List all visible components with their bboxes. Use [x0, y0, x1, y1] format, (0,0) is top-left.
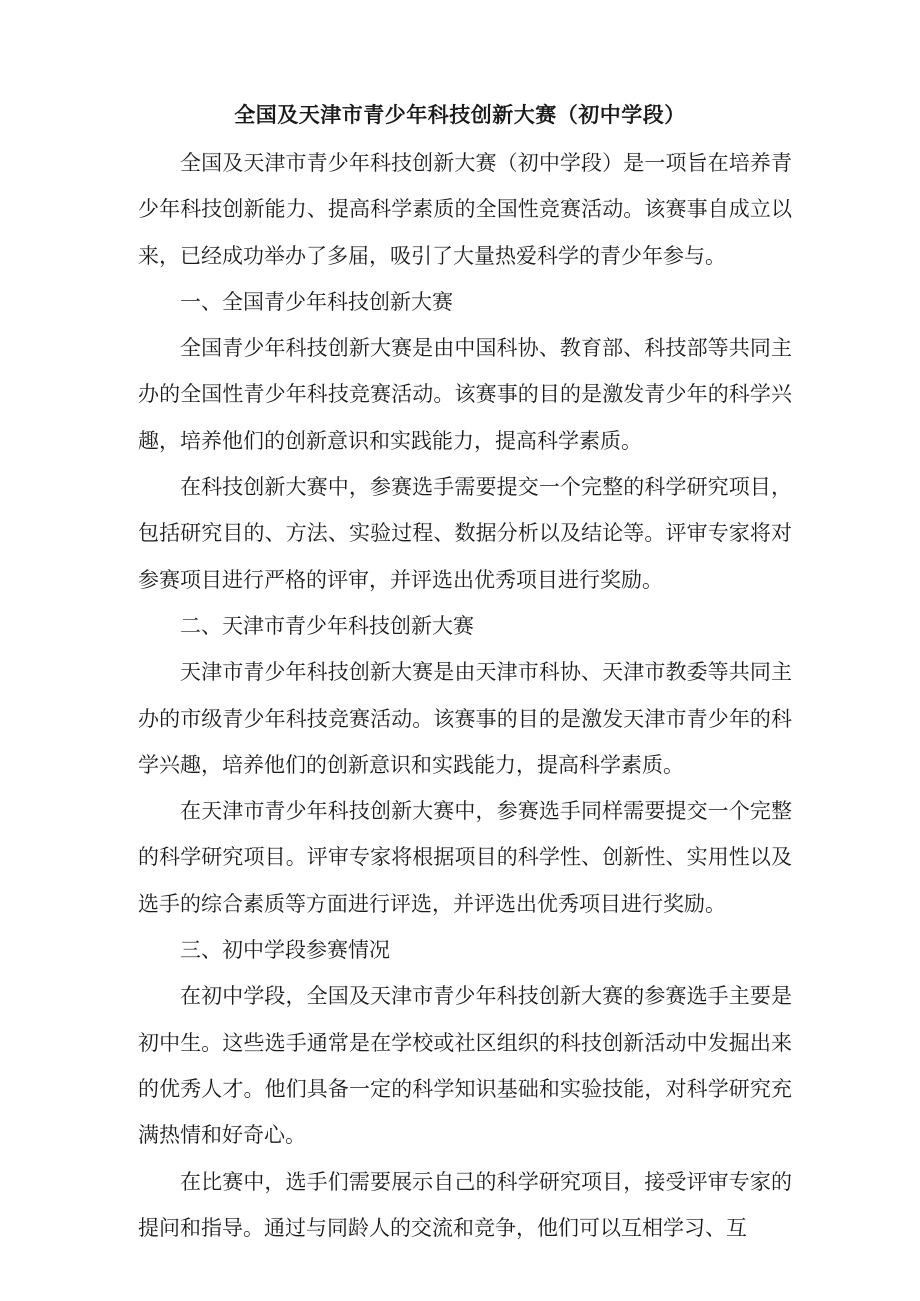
document-title: 全国及天津市青少年科技创新大赛（初中学段）: [234, 103, 686, 127]
national-paragraph-2: 在科技创新大赛中，参赛选手需要提交一个完整的科学研究项目，包括研究目的、方法、实验过程、数据分析以及结论等。评审专家将对参赛项目进行严格的评审，并评选出优秀项目进行奖励。: [138, 475, 792, 592]
junior-paragraph-1: 在初中学段，全国及天津市青少年科技创新大赛的参赛选手主要是初中生。这些选手通常是在学校或社区组织的科技创新活动中发掘出来的优秀人才。他们具备一定的科学知识基础和实验技能，对科学研究充满热情和好奇心。: [138, 984, 792, 1148]
tianjin-paragraph-1: 天津市青少年科技创新大赛是由天津市科协、天津市教委等共同主办的市级青少年科技竞赛活动。该赛事的目的是激发天津市青少年的科学兴趣，培养他们的创新意识和实践能力，提高科学素质。: [138, 660, 792, 777]
section-heading-tianjin: 二、天津市青少年科技创新大赛: [180, 613, 474, 638]
section-heading-national: 一、全国青少年科技创新大赛: [180, 289, 453, 314]
document-body: [138, 140, 792, 1251]
junior-paragraph-2: 在比赛中，选手们需要展示自己的科学研究项目，接受评审专家的提问和指导。通过与同龄人的交流和竞争，他们可以互相学习、互: [138, 1169, 792, 1240]
tianjin-paragraph-2: 在天津市青少年科技创新大赛中，参赛选手同样需要提交一个完整的科学研究项目。评审专家将根据项目的科学性、创新性、实用性以及选手的综合素质等方面进行评选，并评选出优秀项目进行奖励。: [138, 799, 792, 916]
intro-paragraph: 全国及天津市青少年科技创新大赛（初中学段）是一项旨在培养青少年科技创新能力、提高科学素质的全国性竞赛活动。该赛事自成立以来，已经成功举办了多届，吸引了大量热爱科学的青少年参与。: [138, 151, 792, 268]
national-paragraph-1: 全国青少年科技创新大赛是由中国科协、教育部、科技部等共同主办的全国性青少年科技竞赛活动。该赛事的目的是激发青少年的科学兴趣，培养他们的创新意识和实践能力，提高科学素质。: [138, 336, 792, 453]
section-heading-junior: 三、初中学段参赛情况: [180, 938, 390, 963]
